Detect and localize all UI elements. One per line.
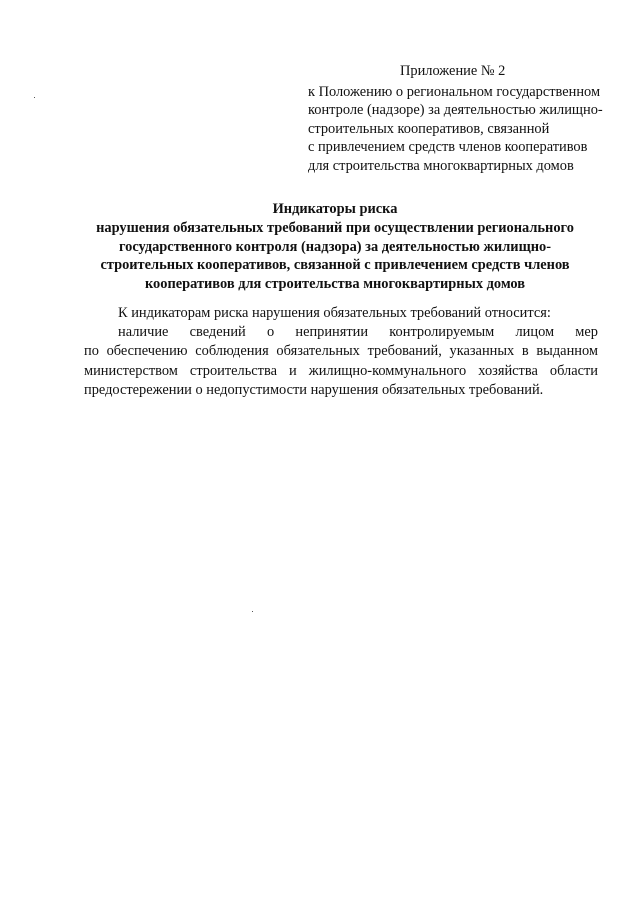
scan-speck [34,97,35,98]
appendix-line: строительных кооперативов, связанной [308,120,550,137]
title-line: кооперативов для строительства многоквартирных домов [144,276,526,293]
title-line: строительных кооперативов, связанной с привлечением средств членов [100,257,570,274]
appendix-line: контроле (надзоре) за деятельностью жилищно- [308,102,603,119]
document-body [84,304,598,400]
appendix-line: к Положению о региональном государственном [308,83,601,100]
scan-speck [252,611,253,612]
appendix-line: для строительства многоквартирных домов [308,157,574,174]
title-line: нарушения обязательных требований при осуществлении регионального [96,219,574,236]
title-line: государственного контроля (надзора) за деятельностью жилищно- [118,238,552,255]
intro-paragraph: К индикаторам риска нарушения обязательных требований относится: [118,305,551,321]
item-line: министерством строительства и жилищно-коммунального хозяйства области [84,362,598,379]
document-title [70,200,600,294]
item-line: наличие сведений о непринятии контролируемым лицом мер [118,324,598,341]
item-line: предостережении о недопустимости нарушения обязательных требований. [84,381,544,398]
item-line: по обеспечению соблюдения обязательных требований, указанных в выданном [84,343,598,360]
appendix-header [308,62,608,176]
appendix-number: Приложение № 2 [400,63,506,79]
appendix-line: с привлечением средств членов кооперативов [308,139,588,156]
title-line: Индикаторы риска [272,201,398,217]
